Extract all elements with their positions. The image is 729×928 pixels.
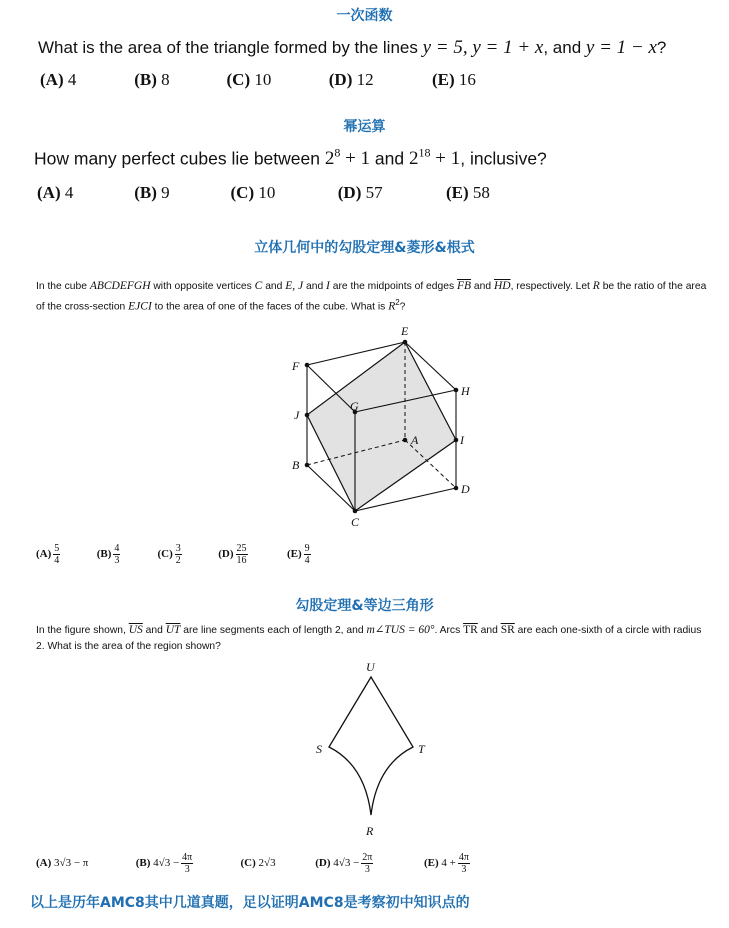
label-E: E bbox=[401, 324, 409, 338]
question-2-choices bbox=[37, 183, 490, 203]
choice-d: (D) $\frac{25}{16}$ bbox=[218, 543, 247, 566]
label-G: G bbox=[350, 399, 359, 413]
choice-b: (B) 8 bbox=[134, 70, 170, 89]
section-heading-powers: 幂运算 bbox=[343, 119, 386, 135]
choice-b: (B) 4√3 − $\frac{4\pi}{3}$ bbox=[135, 852, 193, 875]
choice-e: (E) $\frac{9}{4}$ bbox=[287, 543, 310, 566]
section-heading-pythagorean: 勾股定理&等边三角形 bbox=[295, 598, 434, 614]
question-3-choices bbox=[36, 543, 313, 566]
choice-e: (E) 16 bbox=[432, 70, 476, 89]
label-A: A bbox=[411, 433, 419, 447]
label-D: D bbox=[461, 482, 470, 496]
label-I: I bbox=[460, 433, 464, 447]
question-1-choices bbox=[40, 70, 476, 90]
section-heading-solid-geometry: 立体几何中的勾股定理&菱形&根式 bbox=[254, 240, 475, 256]
choice-a: (A) $\frac{5}{4}$ bbox=[36, 543, 60, 566]
choice-e: (E) 58 bbox=[446, 183, 490, 202]
question-4-text: In the figure shown, $\overline{US}$ and $\overline{UT}$ are line segments each of length 2, and m∠TUS = 60°. Arcs $\overline{TR}$ and $\overline{SR}$ are each one-sixth of a circle with radius 2. What is the area of the region shown? bbox=[36, 624, 702, 652]
choice-c: (C) $\frac{3}{2}$ bbox=[157, 543, 181, 566]
question-4-choices bbox=[36, 852, 472, 875]
label-H: H bbox=[461, 384, 470, 398]
choice-d: (D) 12 bbox=[328, 70, 374, 89]
label-R: R bbox=[366, 824, 374, 838]
choice-b: (B) $\frac{4}{3}$ bbox=[96, 543, 120, 566]
choice-a: (A) 3√3 − π bbox=[36, 857, 89, 870]
section-heading-linear-function: 一次函数 bbox=[336, 8, 393, 24]
footer-note: 以上是历年AMC8其中几道真题，足以证明AMC8是考察初中知识点的 bbox=[30, 895, 470, 911]
label-U: U bbox=[366, 660, 375, 674]
label-B: B bbox=[292, 458, 300, 472]
choice-b: (B) 9 bbox=[134, 183, 170, 202]
choice-c: (C) 2√3 bbox=[240, 857, 276, 870]
choice-d: (D) 57 bbox=[337, 183, 383, 202]
label-C: C bbox=[351, 515, 360, 529]
choice-a: (A) 4 bbox=[40, 70, 77, 89]
choice-c: (C) 10 bbox=[230, 183, 276, 202]
choice-a: (A) 4 bbox=[37, 183, 74, 202]
cube-figure bbox=[280, 320, 480, 535]
question-2-text: How many perfect cubes lie between $2^8 + 1$ and $2^{18} + 1$, inclusive? bbox=[34, 146, 547, 170]
question-3-text: In the cube ABCDEFGH with opposite vertices C and E, J and I are the midpoints of edges $\overline{FB}$ and $\overline{HD}$, respectively. Let R be the ratio of the area of the cross-section EJCI to the area of one of the faces of the cube. What is $R^2$? bbox=[36, 280, 707, 312]
label-S: S bbox=[316, 742, 322, 756]
arc-region-figure bbox=[300, 655, 440, 845]
choice-c: (C) 10 bbox=[226, 70, 272, 89]
label-T: T bbox=[418, 742, 425, 756]
choice-e: (E) 4 + $\frac{4\pi}{3}$ bbox=[424, 852, 469, 875]
label-J: J bbox=[294, 408, 300, 422]
question-1-text: What is the area of the triangle formed by the lines y = 5, y = 1 + x, and y = 1 − x? bbox=[38, 37, 667, 58]
label-F: F bbox=[292, 359, 300, 373]
choice-d: (D) 4√3 − $\frac{2\pi}{3}$ bbox=[315, 852, 373, 875]
